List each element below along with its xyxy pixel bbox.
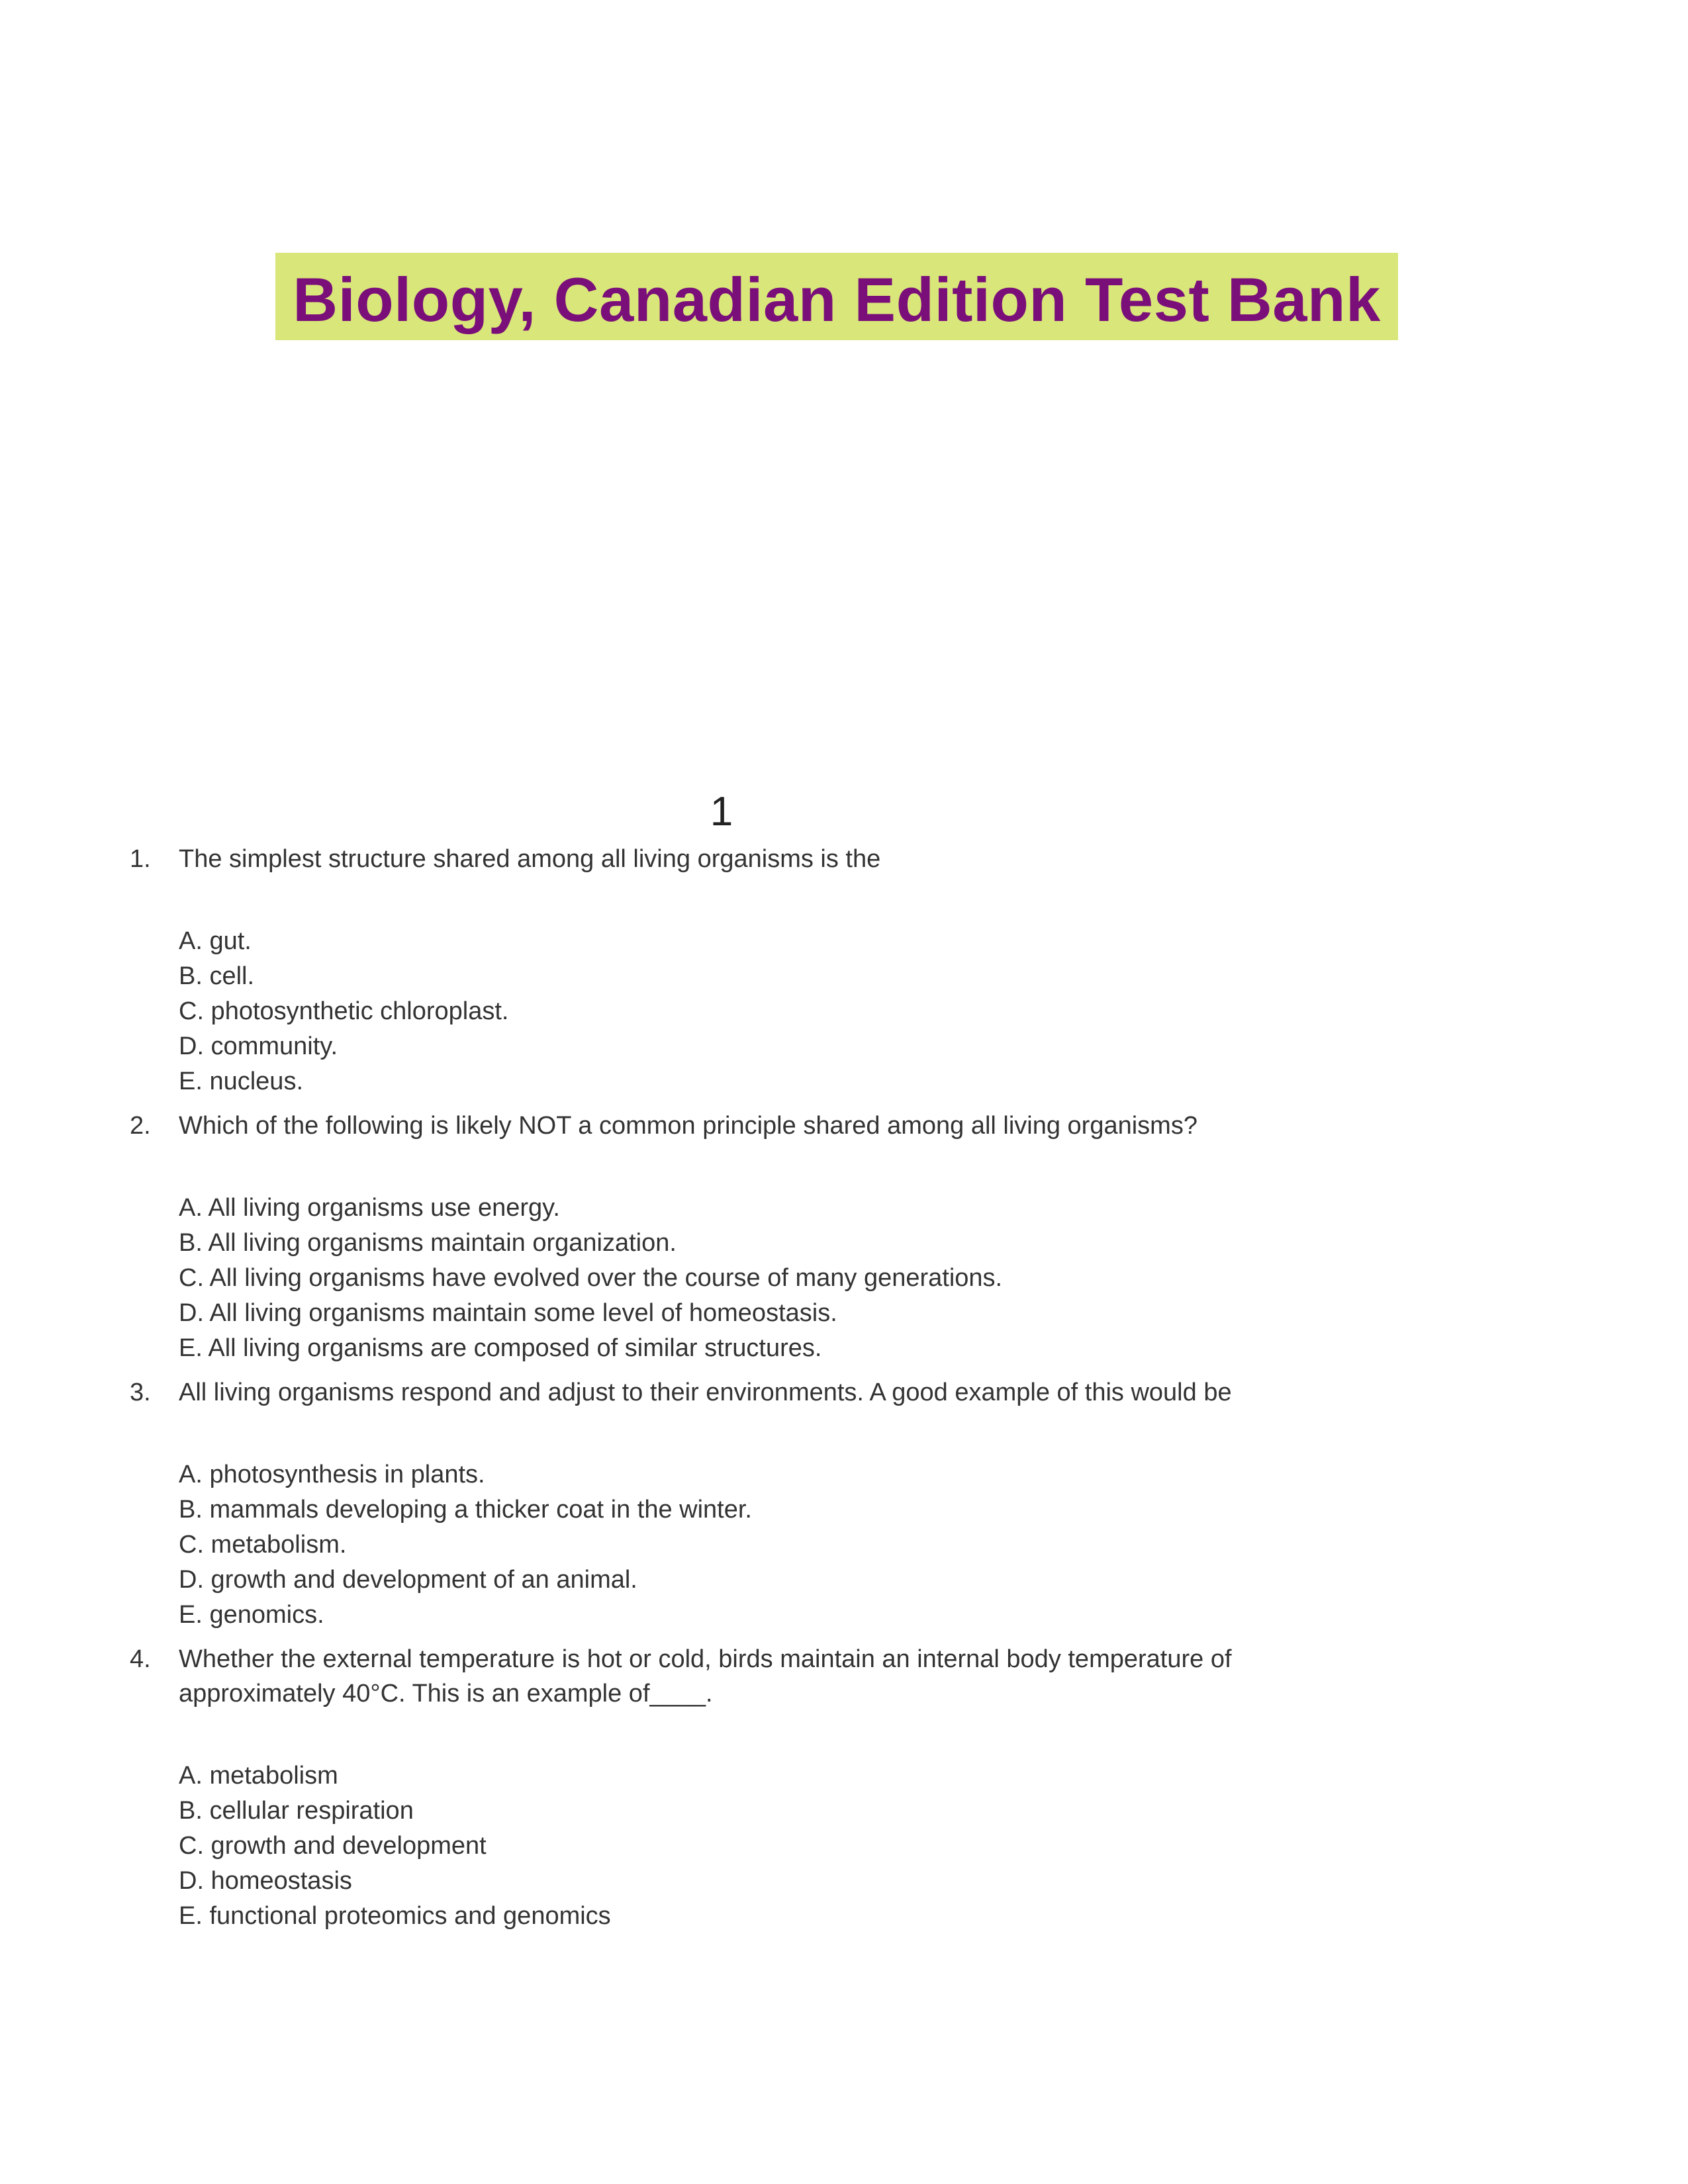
question-4 [130, 1642, 1321, 1934]
answer-choices [179, 1758, 1321, 1934]
question-stem: Whether the external temperature is hot or cold, birds maintain an internal body temperature of approximately 40°C. This is an example of____. [179, 1645, 1232, 1707]
question-list [130, 842, 1321, 1943]
answer-choices [179, 924, 1321, 1099]
question-number: 3. [130, 1379, 151, 1406]
answer-choice: B. cellular respiration [179, 1797, 414, 1825]
answer-choice: E. genomics. [179, 1601, 324, 1629]
answer-choice: C. growth and development [179, 1832, 487, 1860]
title-banner [275, 253, 1398, 340]
answer-choice: A. metabolism [179, 1762, 338, 1790]
answer-choice: C. photosynthetic chloroplast. [179, 997, 509, 1025]
answer-choice: D. All living organisms maintain some level of homeostasis. [179, 1299, 837, 1327]
answer-choice: A. gut. [179, 927, 252, 955]
question-number: 2. [130, 1112, 151, 1140]
answer-choice: B. mammals developing a thicker coat in the winter. [179, 1496, 752, 1524]
answer-choice: B. All living organisms maintain organization. [179, 1229, 677, 1257]
answer-choice: A. All living organisms use energy. [179, 1194, 560, 1222]
answer-choices [179, 1457, 1321, 1633]
question-stem: Which of the following is likely NOT a common principle shared among all living organisms? [179, 1112, 1197, 1140]
answer-choice: B. cell. [179, 962, 255, 990]
question-number: 4. [130, 1645, 151, 1673]
answer-choice: D. homeostasis [179, 1867, 352, 1895]
answer-choice: D. community. [179, 1032, 338, 1060]
question-stem: All living organisms respond and adjust to their environments. A good example of this would be [179, 1379, 1232, 1406]
question-3 [130, 1375, 1321, 1633]
answer-choice: C. All living organisms have evolved over the course of many generations. [179, 1264, 1003, 1292]
answer-choice: C. metabolism. [179, 1531, 347, 1559]
question-2 [130, 1109, 1321, 1366]
answer-choice: E. functional proteomics and genomics [179, 1902, 611, 1930]
answer-choice: A. photosynthesis in plants. [179, 1461, 485, 1488]
chapter-number: 1 [710, 789, 733, 835]
question-1 [130, 842, 1321, 1099]
question-stem: The simplest structure shared among all living organisms is the [179, 845, 881, 873]
document-title: Biology, Canadian Edition Test Bank [293, 265, 1381, 334]
answer-choice: E. All living organisms are composed of similar structures. [179, 1334, 822, 1362]
question-number: 1. [130, 845, 151, 873]
answer-choice: E. nucleus. [179, 1068, 303, 1095]
answer-choice: D. growth and development of an animal. [179, 1566, 637, 1594]
answer-choices [179, 1191, 1321, 1366]
